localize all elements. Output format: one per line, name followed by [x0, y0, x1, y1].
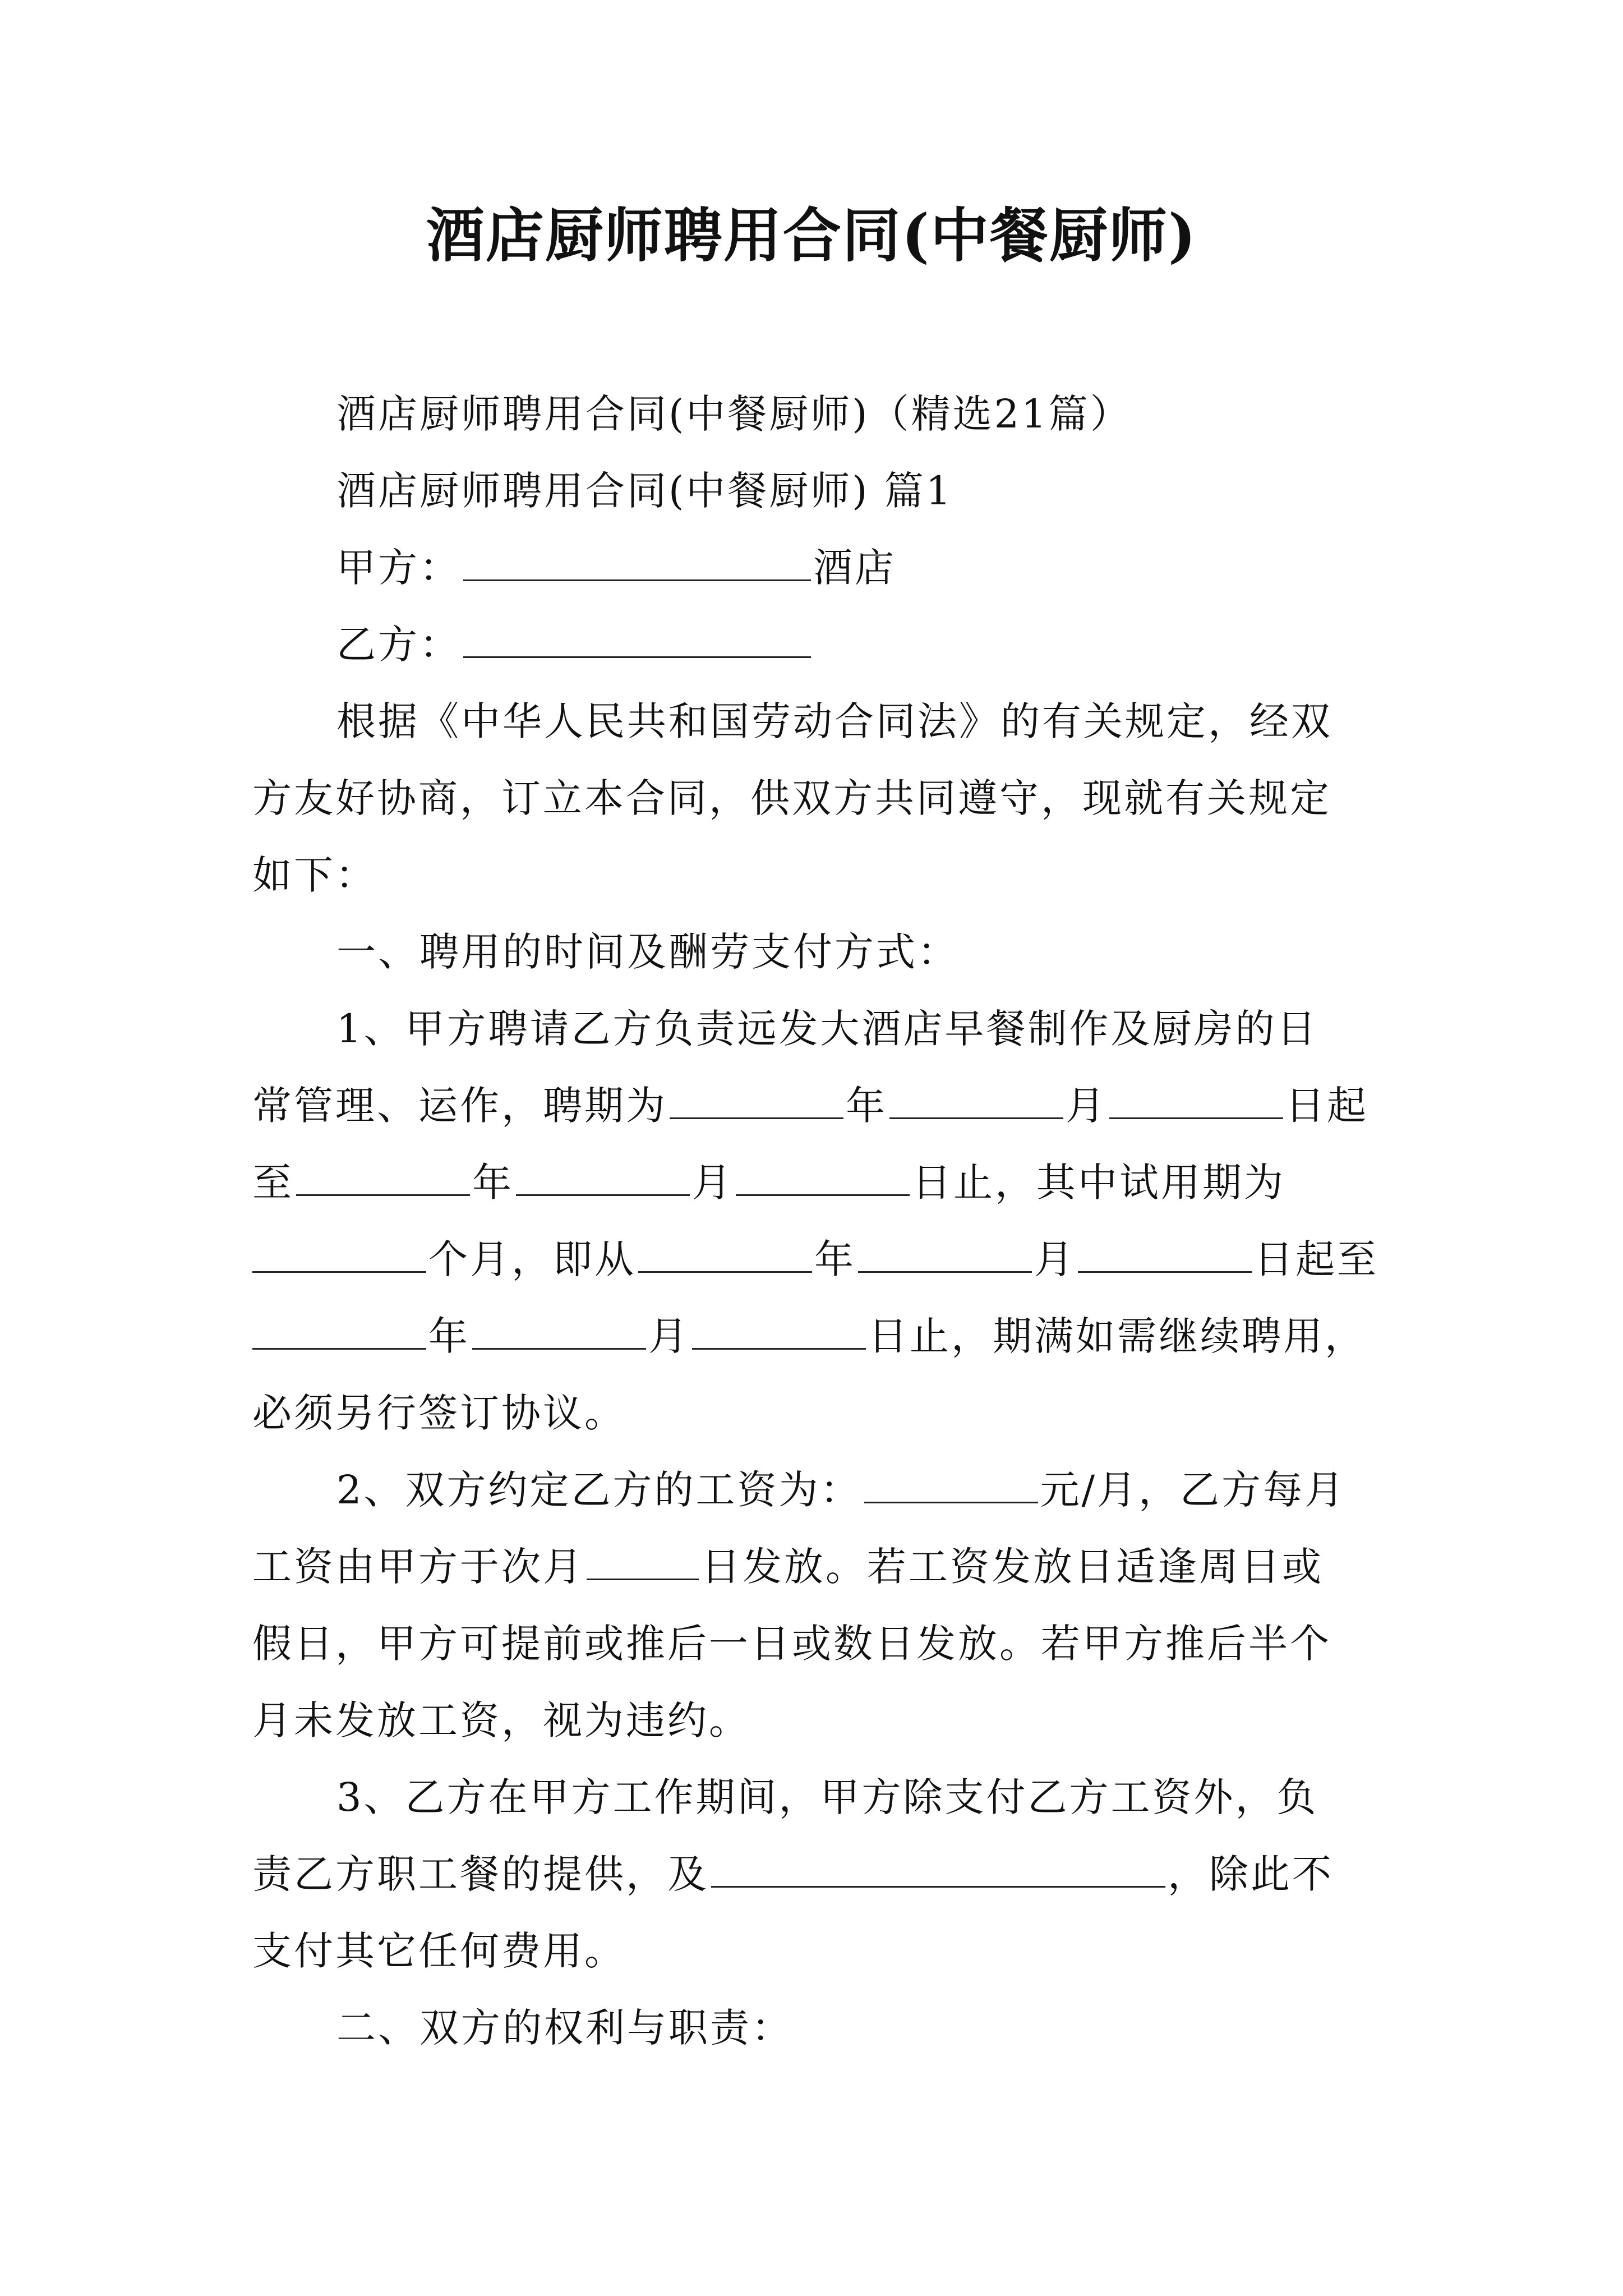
blank [516, 1159, 690, 1196]
heading-one: 一、聘用的时间及酬劳支付方式： [336, 929, 959, 975]
blank [889, 1083, 1063, 1119]
clause-1-line-5 [252, 1308, 1366, 1364]
month-label: 月 [1034, 1236, 1076, 1282]
party-b-blank [463, 622, 811, 658]
clause-2-text: 日发放。若工资发放日适逢周日或 [701, 1544, 1324, 1590]
clause-1-text: 日止，期满如需继续聘用， [868, 1313, 1366, 1359]
clause-1-line-1: 1、甲方聘请乙方负责远发大酒店早餐制作及厨房的日 [336, 1006, 1318, 1052]
clause-2-text: 元/月，乙方每月 [1040, 1467, 1347, 1513]
intro-line-1: 根据《中华人民共和国劳动合同法》的有关规定，经双 [336, 698, 1332, 744]
clause-1-text: 至 [252, 1159, 294, 1205]
clause-3-text: 责乙方职工餐的提供，及 [252, 1851, 709, 1897]
clause-1-text: 日止，其中试用期为 [912, 1159, 1285, 1205]
payday-blank [587, 1544, 699, 1580]
party-a-line [336, 540, 896, 596]
party-b-line [336, 616, 813, 673]
blank [1109, 1083, 1283, 1119]
clause-1-line-2 [252, 1078, 1368, 1134]
day-label: 日起 [1285, 1083, 1368, 1129]
month-label: 月 [648, 1313, 690, 1359]
blank [736, 1159, 910, 1196]
year-label: 年 [814, 1236, 856, 1282]
salary-blank [864, 1467, 1038, 1503]
party-a-label: 甲方： [336, 545, 461, 591]
year-label: 年 [428, 1313, 470, 1359]
intro-line-3: 如下： [252, 852, 377, 898]
party-b-label: 乙方： [336, 622, 461, 668]
party-a-blank [463, 545, 811, 581]
clause-1-text: 日起至 [1254, 1236, 1378, 1282]
clause-1-text: 个月，即从 [428, 1236, 636, 1282]
heading-two: 二、双方的权利与职责： [336, 2005, 793, 2051]
clause-2-text: 工资由甲方于次月 [252, 1544, 584, 1590]
clause-3-line-2 [252, 1846, 1334, 1902]
blank [472, 1313, 646, 1350]
clause-3-line-3: 支付其它任何费用。 [252, 1928, 626, 1974]
month-label: 月 [692, 1159, 734, 1205]
year-label: 年 [472, 1159, 514, 1205]
clause-2-line-1 [336, 1462, 1346, 1518]
blank [858, 1236, 1032, 1273]
clause-2-text: 2、双方约定乙方的工资为： [336, 1467, 862, 1513]
clause-2-line-2 [252, 1539, 1324, 1595]
blank [692, 1313, 866, 1350]
clause-3-text: ，除此不 [1168, 1851, 1334, 1897]
year-label: 年 [846, 1083, 887, 1129]
document-title: 酒店厨师聘用合同(中餐厨师) [426, 201, 1197, 270]
subtitle: 酒店厨师聘用合同(中餐厨师)（精选21篇） [336, 391, 1132, 437]
intro-line-2: 方友好协商，订立本合同，供双方共同遵守，现就有关规定 [252, 775, 1331, 821]
section-heading: 酒店厨师聘用合同(中餐厨师) 篇1 [336, 468, 953, 514]
clause-2-line-3: 假日，甲方可提前或推后一日或数日发放。若甲方推后半个 [252, 1621, 1331, 1667]
blank [252, 1313, 426, 1350]
blank [1078, 1236, 1252, 1273]
clause-3-line-1: 3、乙方在甲方工作期间，甲方除支付乙方工资外，负 [336, 1774, 1318, 1820]
benefit-blank [711, 1851, 1165, 1888]
blank [638, 1236, 812, 1273]
blank [296, 1159, 470, 1196]
clause-1-line-3 [252, 1154, 1285, 1211]
month-label: 月 [1066, 1083, 1107, 1129]
clause-1-line-6: 必须另行签订协议。 [252, 1390, 626, 1436]
blank [670, 1083, 843, 1119]
party-a-suffix: 酒店 [813, 545, 896, 591]
clause-2-line-4: 月未发放工资，视为违约。 [252, 1697, 750, 1743]
blank [252, 1236, 426, 1273]
clause-1-line-4 [252, 1231, 1378, 1287]
clause-1-text: 常管理、运作，聘期为 [252, 1083, 667, 1129]
